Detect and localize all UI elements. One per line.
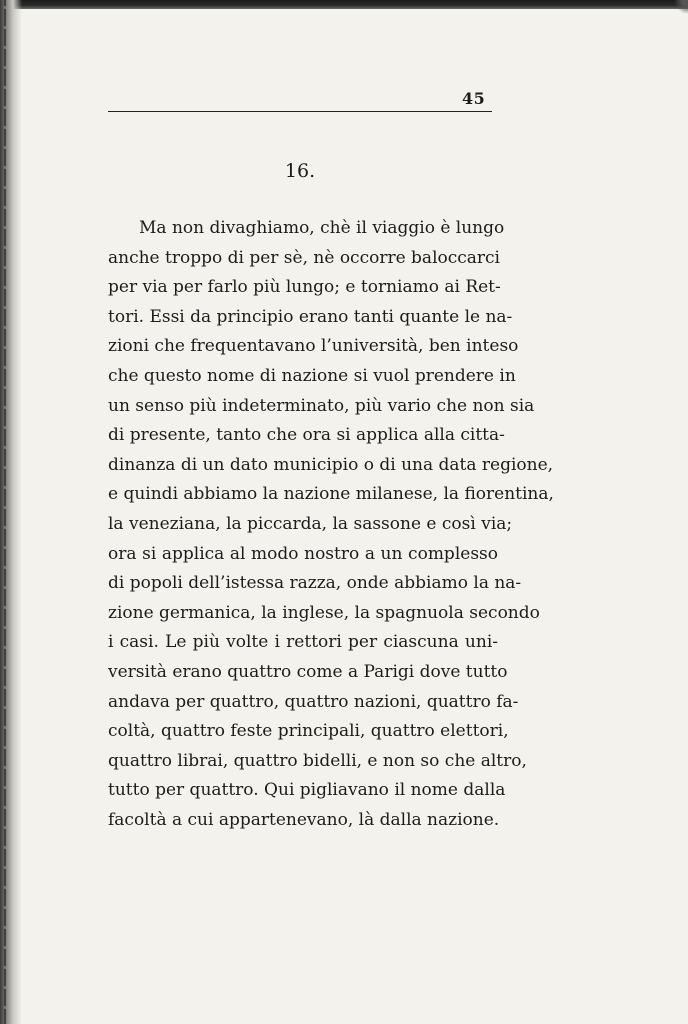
text-line: andava per quattro, quattro nazioni, quattro fa- [108, 691, 519, 712]
text-line: un senso più indeterminato, più vario che non sia [108, 395, 535, 416]
text-line: coltà, quattro feste principali, quattro elettori, [108, 721, 509, 742]
header-rule [108, 111, 492, 112]
text-line: di presente, tanto che ora si applica alla citta- [108, 425, 505, 446]
scan-corner-shadow [666, 0, 688, 18]
text-line: che questo nome di nazione si vuol prendere in [108, 365, 516, 386]
text-line: facoltà a cui appartenevano, là dalla nazione. [108, 809, 500, 830]
text-line: Ma non divaghiamo, chè il viaggio è lungo [139, 218, 505, 238]
text-line: di popoli dell’istessa razza, onde abbiamo la na- [108, 573, 522, 594]
body-paragraph [108, 214, 554, 835]
text-line: e quindi abbiamo la nazione milanese, la fiorentina, [108, 484, 554, 505]
text-line: quattro librai, quattro bidelli, e non so che altro, [108, 750, 527, 771]
text-line: tutto per quattro. Qui pigliavano il nome dalla [108, 780, 506, 801]
book-spine-edge [0, 0, 22, 1024]
scan-top-edge [0, 0, 688, 9]
text-line: la veneziana, la piccarda, la sassone e così via; [108, 513, 513, 534]
text-line: versità erano quattro come a Parigi dove tutto [108, 661, 508, 682]
text-line: zione germanica, la inglese, la spagnuola secondo [108, 602, 540, 623]
text-line: anche troppo di per sè, nè occorre baloccarci [108, 247, 500, 268]
text-line: dinanza di un dato municipio o di una data regione, [108, 454, 554, 475]
text-line: per via per farlo più lungo; e torniamo ai Ret- [108, 277, 501, 298]
text-line: i casi. Le più volte i rettori per ciascuna uni- [108, 632, 498, 653]
text-line: tori. Essi da principio erano tanti quante le na- [108, 306, 513, 327]
page-number: 45 [462, 89, 486, 108]
section-number: 16. [284, 160, 316, 182]
text-line: ora si applica al modo nostro a un complesso [108, 543, 498, 564]
text-line: zioni che frequentavano l’università, ben inteso [108, 336, 519, 357]
